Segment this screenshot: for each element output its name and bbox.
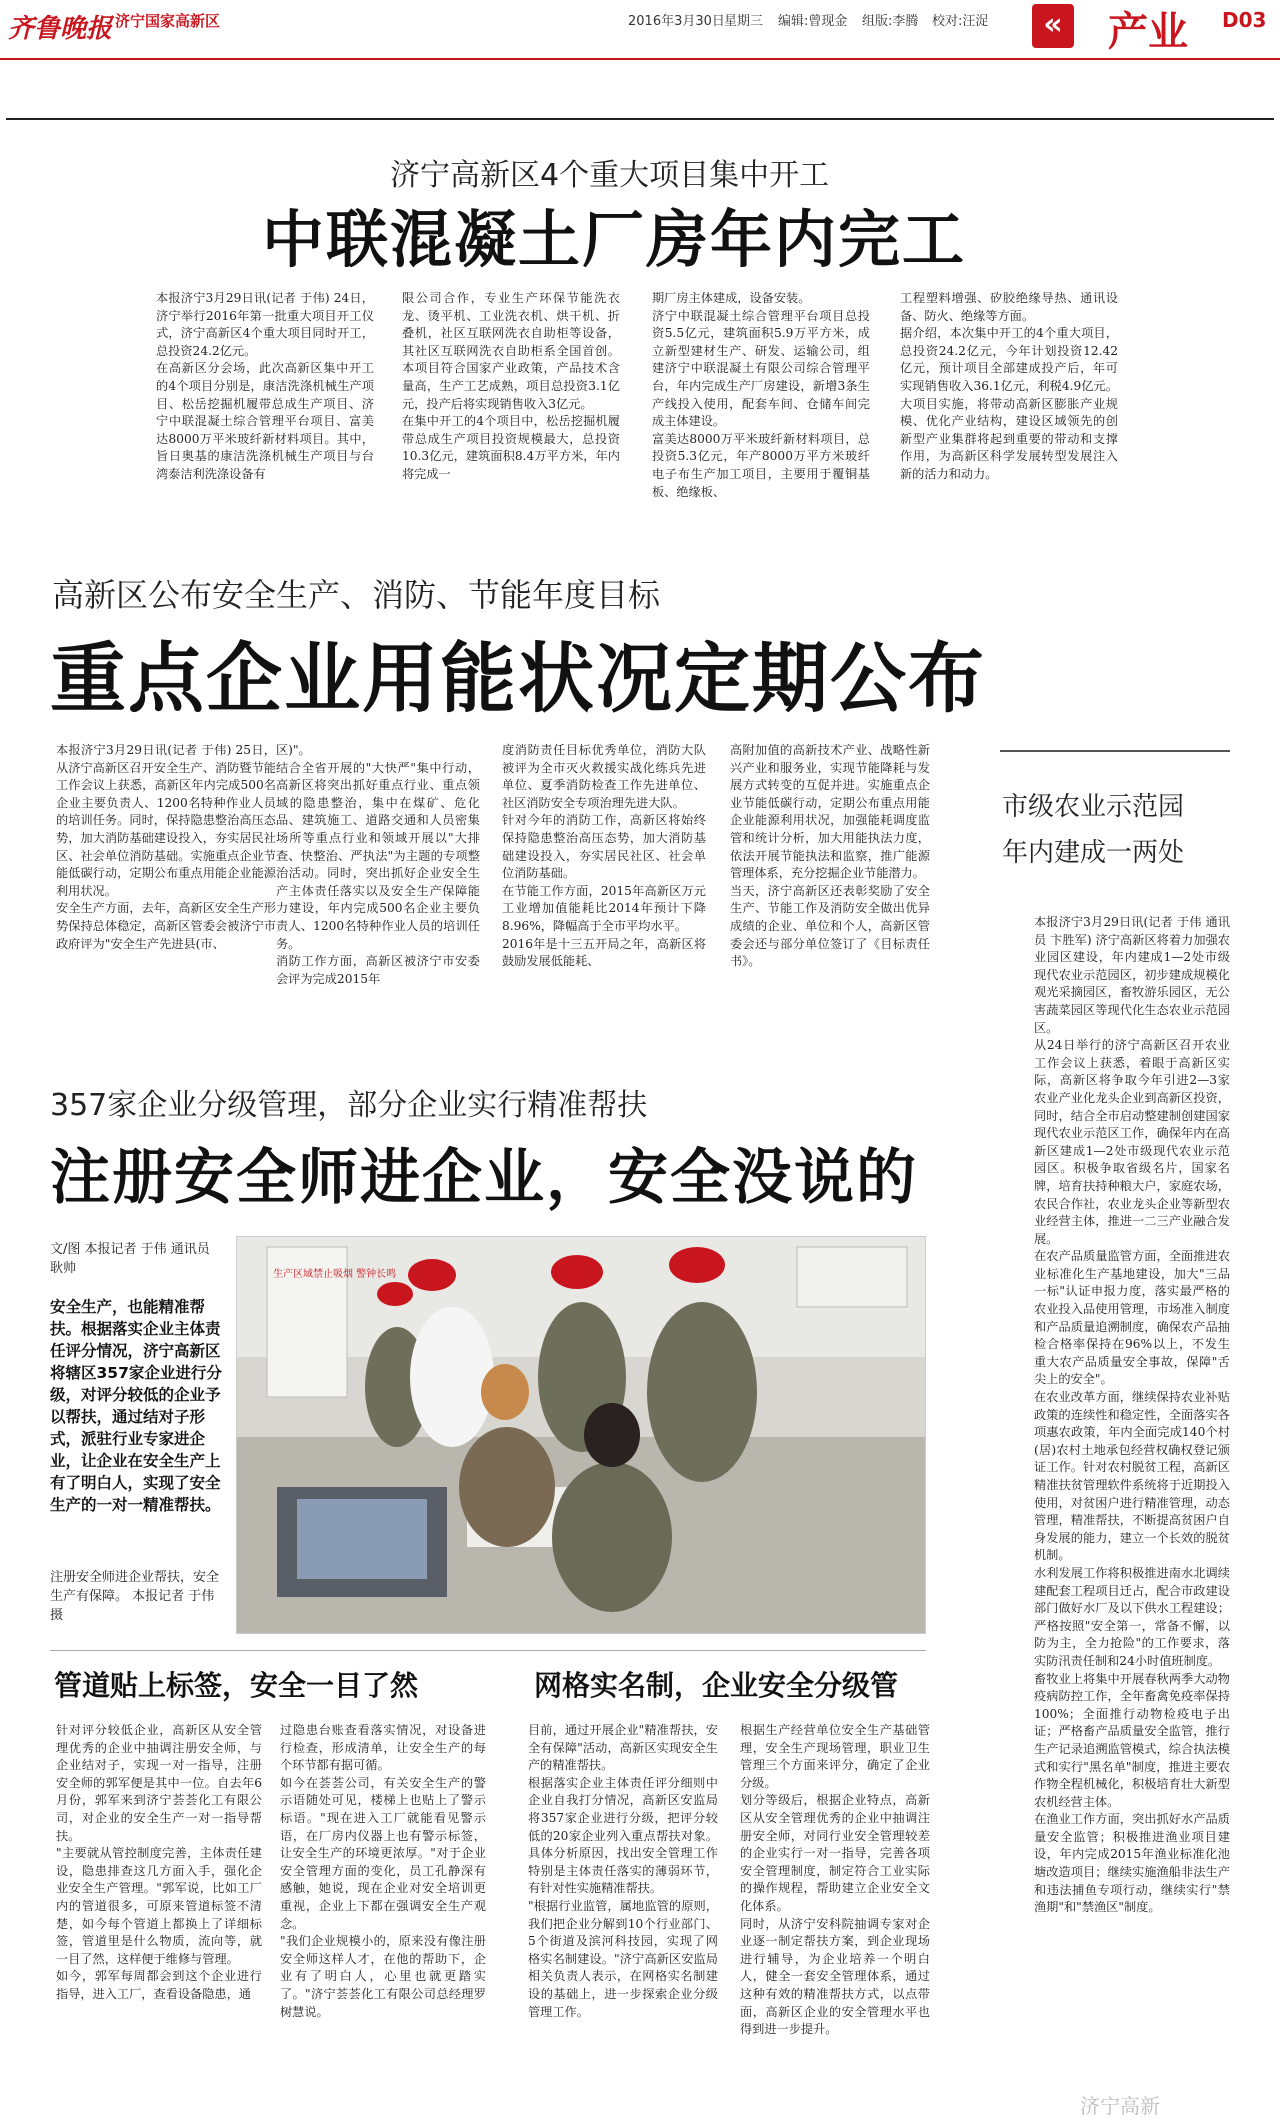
story-2-column-1: 本报济宁3月29日讯(记者 于伟) 25日，从济宁高新区召开安全生产、消防暨节能工作会议上获悉，高新区年内完成500名企业主要负责人、1200名特种作业人员的培训任务。同时，保持隐患整治高压态势，加大消防基础建设投入，夯实居民社区、社会单位消防基础。实施重点企业节能低碳行动，定期公布重点用能企业能源利用状况。 安全生产方面，去年，高新区安全生产形势保持总体稳定，高新区管委会被济宁市政府评为"安全生产先进县(市、 — [56, 743, 276, 951]
story-2-headline: 重点企业用能状况定期公布 — [50, 634, 986, 723]
story-3-lead: 安全生产，也能精准帮扶。根据落实企业主体责任评分情况，济宁高新区将辖区357家企业进行分级，对评分较低的企业予以帮扶，通过结对子形式，派驻行业专家进企业，让企业在安全生产上有了明白人，实现了安全生产的一对一精准帮扶。 — [50, 1298, 222, 1514]
sidebar-article — [1000, 750, 1230, 2110]
sidebar-title-line-2: 年内建成一两处 — [1002, 838, 1185, 868]
layout-credit: 组版:李腾 — [862, 14, 919, 29]
story-1-column-3: 期厂房主体建成，设备安装。 济宁中联混凝土综合管理平台项目总投资5.5亿元，建筑面积5.9万平方米，成立新型建材生产、研发、运输公司，组建济宁中联混凝土有限公司综合管理平台，年内完成生产厂房建设，新增3条生产线投入使用，配套车间、仓储车间完成主体建设。 富美达8000万平米玻纤新材料项目，总投资5.3亿元，年产8000万平方米玻纤电子布生产加工项目，主要用于覆铜基板、绝缘板、 — [652, 291, 870, 499]
subhead-left: 管道贴上标签，安全一目了然 — [54, 1669, 419, 1702]
page-category: 产业 — [1108, 9, 1188, 55]
divider — [6, 118, 1274, 120]
story-1-column-4: 工程塑料增强、矽胶绝缘导热、通讯设备、防火、绝缘等方面。 据介绍，本次集中开工的4个重大项目，总投资24.2亿元，今年计划投资12.42亿元，预计项目全部建成投产后，年可实现销售收入36.1亿元，利税4.9亿元。大项目实施，将带动高新区膨胀产业规模、优化产业结构，建设区域领先的创新型产业集群将起到重要的带动和支撑作用，为高新区科学发展转型发展注入新的活力和动力。 — [900, 291, 1118, 481]
divider — [50, 1650, 926, 1651]
newspaper-logo: 齐鲁晚报 — [8, 14, 113, 44]
sidebar-body: 本报济宁3月29日讯(记者 于伟 通讯员 卞胜军) 济宁高新区将着力加强农业园区建设，年内建成1—2处市级现代农业示范园区，初步建成规模化观光采摘园区，畜牧游乐园区，无公害蔬菜园区等现代化生态农业示范园区。 从24日举行的济宁高新区召开农业工作会议上获悉，着眼于高新区实际，高新区将争取今年引进2—3家农业产业化龙头企业到高新区投资，同时，结合全市启动整建制创建国家现代农业示范区工作，确保年内在高新区建成1—2处市级现代农业示范园区。积极争取省级名片，国家名牌，培育扶持种粮大户，家庭农场，农民合作社，农业龙头企业等新型农业经营主体，推进一二三产业融合发展。 在农产品质量监管方面，全面推进农业标准化生产基地建设，加大"三品一标"认证申报力度，落实最严格的农业投入品使用管理，市场准入制度和产品质量追溯制度，确保农产品抽检合格率保持在96%以上，不发生重大农产品质量安全事故，保障"舌尖上的安全"。 在农业改革方面，继续保持农业补贴政策的连续性和稳定性，全面落实各项惠农政策，年内全面完成140个村(居)农村土地承包经营权确权登记颁证工作。针对农村脱贫工程，高新区精准扶贫管理软件系统将于近期投入使用，对贫困户进行精准管理，动态管理，精准帮扶，不断提高贫困户自身发展的能力，建立一个长效的脱贫机制。 水利发展工作将积极推进南水北调续建配套工程项目迁占，配合市政建设部门做好水厂及以下供水工程建设；严格按照"安全第一，常备不懈，以防为主，全力抢险"的工作要求，落实防汛责任制和24小时值班制度。 畜牧业上将集中开展春秋两季大动物疫病防控工作，全年畜禽免疫率保持100%；全面推行动物检疫电子出证；严格畜产品质量安全监管，推行生产记录追溯监管模式，综合执法模式和实行"黑名单"制度，推进主要农作物全程机械化，积极培育壮大新型农机经营主体。 在渔业工作方面，突出抓好水产品质量安全监管；积极推进渔业项目建设，年内完成2015年渔业标准化池塘改造项目；继续实施渔船非法生产和违法捕鱼专项行动，继续实行"禁渔期"和"禁渔区"制度。 — [1034, 915, 1230, 1915]
proof-credit: 校对:汪浞 — [932, 14, 989, 29]
editor-credit: 编辑:曾现金 — [778, 14, 848, 29]
page-number: D03 — [1222, 8, 1267, 32]
photo-caption: 注册安全师进企业帮扶，安全生产有保障。 本报记者 于伟 摄 — [50, 1570, 220, 1623]
story-2-column-2: 区)"。 结合全省开展的"大快严"集中行动，高新区将突出抓好重点行业、重点领域的隐患整治，集中在煤矿、危化品、建筑施工、道路交通和人员密集场所等重点行业和领域开展以"大排查、快整治、严执法"为主题的专项整治活动。同时，突出抓好企业安全生产主体责任落实以及安全生产保障能力建设，年内完成500名企业主要负责人、1200名特种作业人员的培训任务。 消防工作方面，高新区被济宁市安委会评为完成2015年 — [276, 743, 480, 986]
story-2-kicker: 高新区公布安全生产、消防、节能年度目标 — [52, 576, 661, 614]
story-3-column-4: 根据生产经营单位安全生产基础管理，安全生产现场管理，职业卫生管理三个方面来评分，确定了企业分级。 划分等级后，根据企业特点，高新区从安全管理优秀的企业中抽调注册安全师，对同行业安全管理较差的企业实行一对一指导，完善各项安全管理制度，制定符合工业实际的操作规程，帮助建立企业安全文化体系。 同时，从济宁安科院抽调专家对企业逐一制定帮扶方案，到企业现场进行辅导，为企业培养一个明白人，健全一套安全管理体系，通过这种有效的精准帮扶方式，以点带面，高新区企业的安全管理水平也得到进一步提升。 — [740, 1723, 930, 2037]
chevron-left-icon: « — [1032, 4, 1074, 48]
story-3-column-3: 目前，通过开展企业"精准帮扶，安全有保障"活动，高新区实现安全生产的精准帮扶。 根据落实企业主体责任评分细则中企业自我打分情况，高新区安监局将357家企业进行分级，把评分较低的20家企业列入重点帮扶对象。具体分析原因，找出安全管理工作特别是主体责任落实的薄弱环节，有针对性实施精准帮扶。 "根据行业监管，属地监管的原则，我们把企业分解到10个行业部门、5个街道及滨河科技园，实现了网格实名制建设。"济宁高新区安监局相关负责人表示，在网格实名制建设的基础上，进一步探索企业分级管理工作。 — [528, 1723, 718, 2019]
story-3-column-2: 过隐患台账查看落实情况，对设备进行检查，形成清单，让安全生产的每个环节都有据可循。 如今在荟荟公司，有关安全生产的警示语随处可见，楼梯上也贴上了警示标语。"现在进入工厂就能看见警示语，在厂房内仪器上也有警示标签，让安全生产的环境更浓厚。"对于企业安全管理方面的变化，员工孔静深有感触，她说，现在企业对安全培训更重视，企业上下都在强调安全生产观念。 "我们企业规模小的，原来没有像注册安全师这样人才，在他的帮助下，企业有了明白人，心里也就更踏实了。"济宁荟荟化工有限公司总经理罗树慧说。 — [280, 1723, 486, 2019]
news-photo — [236, 1236, 926, 1634]
story-2-column-3: 度消防责任目标优秀单位，消防大队被评为全市灭火救援实战化练兵先进单位、夏季消防检查工作先进单位、社区消防安全专项治理先进大队。 针对今年的消防工作，高新区将始终保持隐患整治高压态势，加大消防基础建设投入，夯实居民社区、社会单位消防基础。 在节能工作方面，2015年高新区万元工业增加值能耗比2014年预计下降8.96%，降幅高于全市平均水平。 2016年是十三五开局之年，高新区将鼓励发展低能耗、 — [502, 743, 706, 969]
story-1-column-1: 本报济宁3月29日讯(记者 于伟) 24日，济宁举行2016年第一批重大项目开工仪式，济宁高新区4个重大项目同时开工，总投资24.2亿元。 在高新区分会场，此次高新区集中开工的4个项目分别是，康洁洗涤机械生产项目、松岳挖掘机履带总成生产项目、济宁中联混凝土综合管理平台项目、富美达8000万平米玻纤新材料项目。其中，旨日奥基的康洁洗涤机械生产项目与台湾泰洁利洗涤设备有 — [156, 291, 374, 481]
story-1-headline: 中联混凝土厂房年内完工 — [262, 203, 967, 276]
subhead-right: 网格实名制，企业安全分级管 — [534, 1669, 899, 1702]
sidebar-title-line-1: 市级农业示范园 — [1002, 792, 1185, 822]
story-2-column-4: 高附加值的高新技术产业、战略性新兴产业和服务业，实现节能降耗与发展方式转变的互促并进。实施重点企业节能低碳行动，定期公布重点用能企业能源利用状况，加强能耗调度监管和统计分析，加大用能执法力度，依法开展节能执法和监察，推广能源管理体系，充分挖掘企业节能潜力。 当天，济宁高新区还表彰奖励了安全生产、节能工作及消防安全做出优异成绩的企业、单位和个人，高新区管委会还与部分单位签订了《目标责任书》。 — [730, 743, 930, 969]
masthead — [0, 0, 1280, 60]
issue-weekday: 星期三 — [724, 14, 764, 29]
story-1-kicker: 济宁高新区4个重大项目集中开工 — [390, 158, 830, 193]
story-3-column-1: 针对评分较低企业，高新区从安全管理优秀的企业中抽调注册安全师，与企业结对子，实现一对一指导，注册安全师的郭军便是其中一位。自去年6月份，郭军来到济宁荟荟化工有限公司，对企业的安全生产一对一指导帮扶。 "主要就从管控制度完善，主体责任建设，隐患排查这几方面入手，强化企业安全生产管理。"郭军说，比如工厂内的管道很多，可原来管道标签不清楚，如今每个管道上都换上了详细标签，管道里是什么物质，流向等，就一目了然，这样便于维修与管理。 如今，郭军每周都会到这个企业进行指导，进入工厂，查看设备隐患，通 — [56, 1723, 262, 2001]
story-1-column-2: 限公司合作，专业生产环保节能洗衣龙、烫平机、工业洗衣机、烘干机、折叠机，社区互联网洗衣自助柜等设备，其社区互联网洗衣自助柜系全国首创。本项目符合国家产业政策，产品技术含量高，生产工艺成熟，项目总投资3.1亿元，投产后将实现销售收入3亿元。 在集中开工的4个项目中，松岳挖掘机履带总成生产项目投资规模最大，总投资10.3亿元，建筑面积8.4万平方米，年内将完成一 — [402, 291, 620, 481]
photo-poster-text: 生产区域禁止吸烟 警钟长鸣 — [273, 1269, 397, 1280]
workers-at-control-panel-image — [237, 1237, 926, 1634]
story-3-headline: 注册安全师进企业，安全没说的 — [50, 1143, 918, 1213]
watermark: 济宁高新 — [1080, 2094, 1160, 2118]
section-name: 济宁国家高新区 — [115, 12, 221, 30]
story-3-byline: 文/图 本报记者 于伟 通讯员 耿帅 — [50, 1242, 210, 1276]
story-3-kicker: 357家企业分级管理，部分企业实行精准帮扶 — [50, 1088, 648, 1123]
issue-date: 2016年3月30日 — [628, 14, 725, 29]
